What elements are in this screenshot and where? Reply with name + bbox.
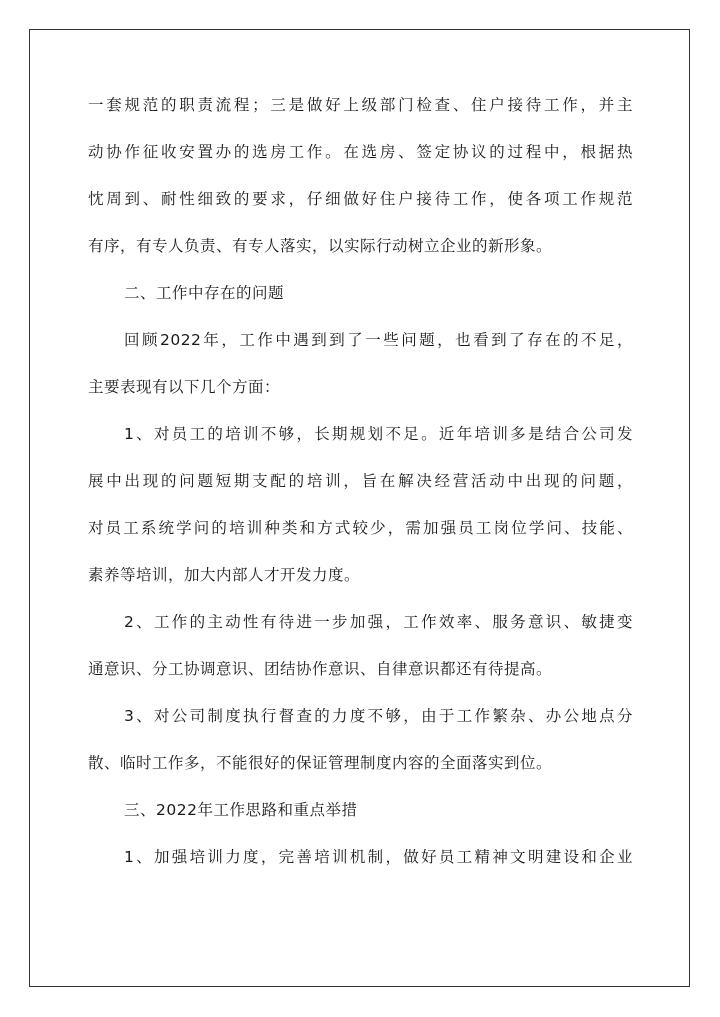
paragraph-line: 通意识、分工协调意识、团结协作意识、自律意识都还有待提高。: [88, 660, 553, 678]
paragraph-line: 1、加强培训力度，完善培训机制，做好员工精神文明建设和企业: [124, 848, 633, 866]
section-heading: 二、工作中存在的问题: [124, 284, 285, 302]
paragraph-line: 散、临时工作多，不能很好的保证管理制度内容的全面落实到位。: [88, 754, 553, 772]
paragraph-line: 忱周到、耐性细致的要求，仔细做好住户接待工作，使各项工作规范: [88, 190, 633, 208]
paragraph-line: 回顾2022年，工作中遇到到了一些问题，也看到了存在的不足，: [124, 331, 633, 349]
paragraph-line: 有序，有专人负责、有专人落实，以实际行动树立企业的新形象。: [88, 237, 553, 255]
paragraph-line: 一套规范的职责流程；三是做好上级部门检查、住户接待工作，并主: [88, 96, 633, 114]
paragraph-line: 对员工系统学问的培训种类和方式较少，需加强员工岗位学问、技能、: [88, 519, 633, 537]
paragraph-line: 1、对员工的培训不够，长期规划不足。近年培训多是结合公司发: [124, 425, 633, 443]
section-heading: 三、2022年工作思路和重点举措: [124, 801, 358, 819]
paragraph-line: 主要表现有以下几个方面：: [88, 378, 281, 396]
paragraph-line: 展中出现的问题短期支配的培训，旨在解决经营活动中出现的问题，: [88, 472, 633, 490]
paragraph-line: 素养等培训，加大内部人才开发力度。: [88, 566, 361, 584]
paragraph-line: 2、工作的主动性有待进一步加强，工作效率、服务意识、敏捷变: [124, 613, 633, 631]
paragraph-line: 动协作征收安置办的选房工作。在选房、签定协议的过程中，根据热: [88, 143, 633, 161]
paragraph-line: 3、对公司制度执行督查的力度不够，由于工作繁杂、办公地点分: [124, 707, 633, 725]
